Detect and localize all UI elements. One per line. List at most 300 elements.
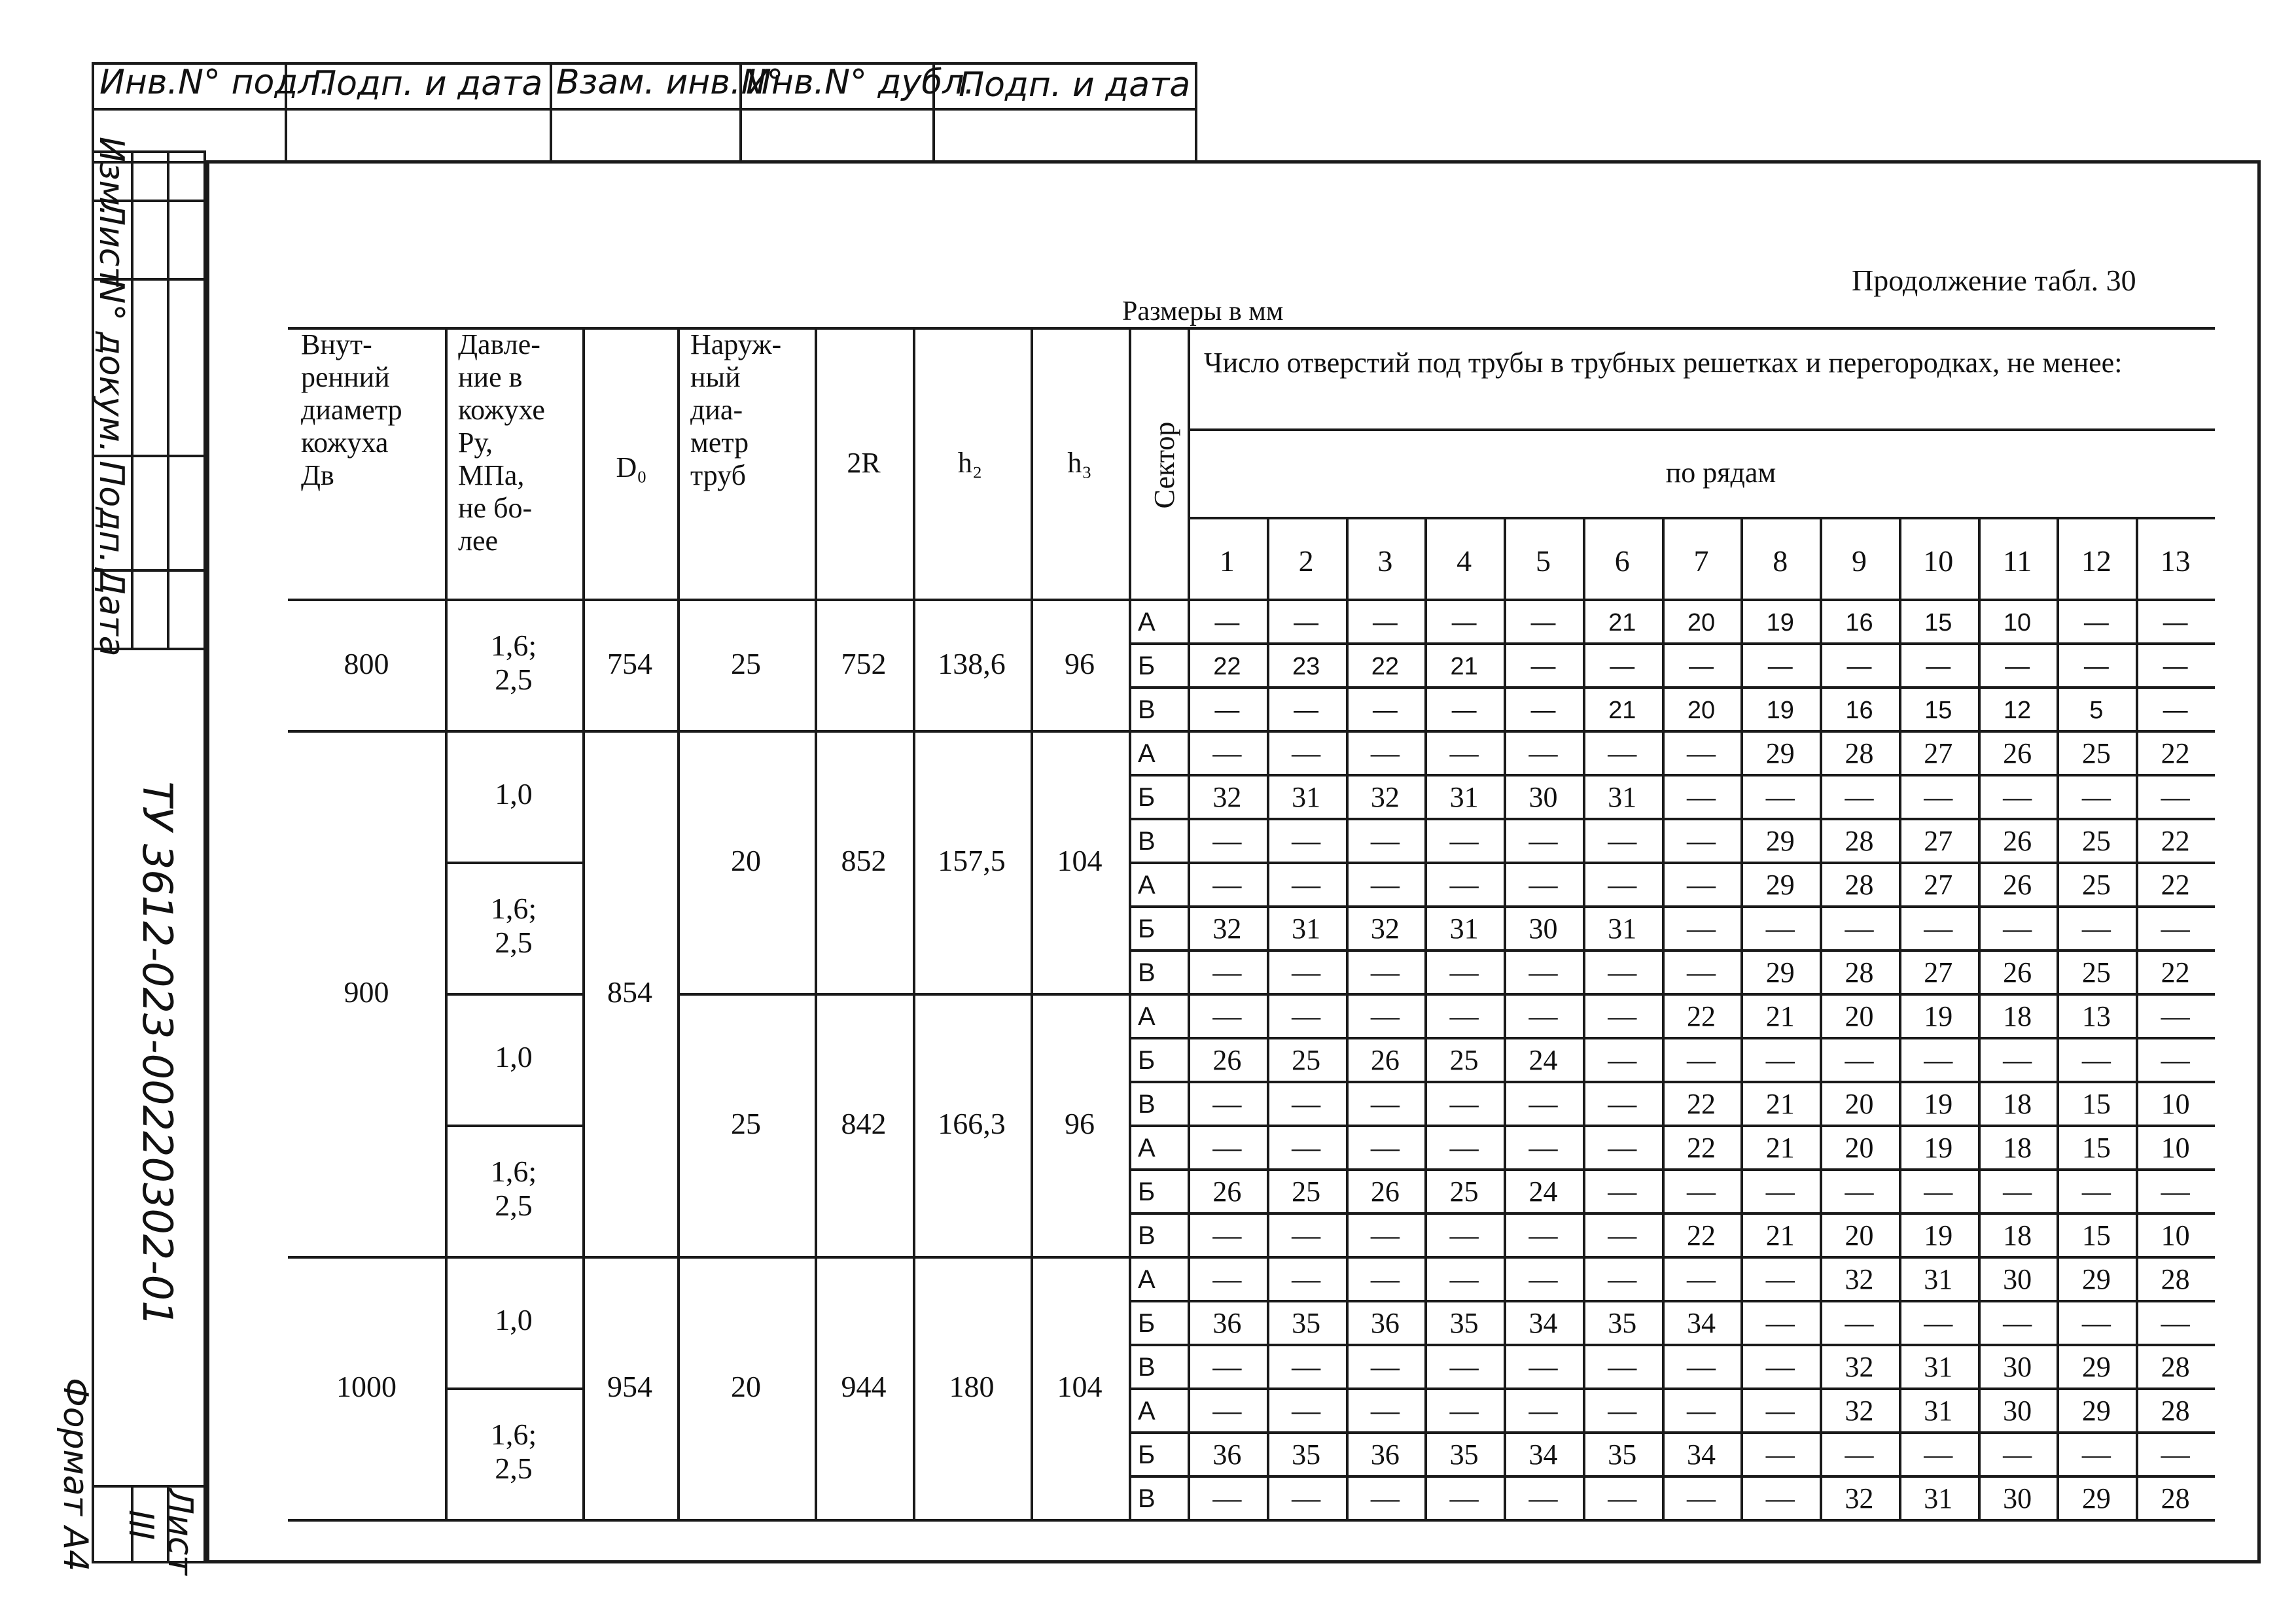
hole-count-cell: — — [1449, 1219, 1479, 1251]
hole-count-cell: 24 — [1528, 1176, 1558, 1208]
row-number-header: 10 — [1923, 544, 1954, 578]
header-h3: h₃ — [1067, 447, 1092, 479]
hole-count-cell: — — [1608, 1176, 1637, 1208]
header-sector: Сектор — [1148, 421, 1180, 509]
table-rule — [1129, 1081, 2215, 1083]
hole-count-cell: 22 — [2161, 956, 2190, 988]
stamp-podp: Подп. — [92, 461, 131, 564]
hole-count-cell: — — [1370, 1263, 1400, 1295]
hole-count-cell: 22 — [1686, 1088, 1716, 1120]
hole-count-cell: 29 — [2081, 1482, 2111, 1514]
hole-count-cell: 20 — [1687, 609, 1716, 637]
hole-count-cell: — — [1530, 653, 1556, 680]
hole-count-cell: 25 — [1292, 1176, 1321, 1208]
hole-count-cell: 24 — [1528, 1044, 1558, 1076]
row-number-header: 2 — [1298, 544, 1314, 578]
sector-label: А — [1138, 1002, 1156, 1031]
sheet-label: Лист — [160, 1489, 200, 1575]
row-number-header: 11 — [2002, 544, 2032, 578]
stamp-n-dokum: N° докум. — [92, 278, 131, 453]
pressure-value: 2,5 — [495, 662, 533, 696]
table-rule — [677, 993, 1129, 996]
hole-count-cell: — — [1294, 609, 1319, 637]
hole-count-cell: — — [2003, 781, 2032, 813]
pressure-value: 1,6; — [490, 891, 537, 925]
hole-count-cell: — — [1370, 1395, 1400, 1427]
hole-count-cell: — — [1686, 781, 1716, 813]
hole-count-cell: — — [1608, 1044, 1637, 1076]
table-rule — [1031, 327, 1033, 1519]
hole-count-cell: — — [2161, 1439, 2190, 1471]
hole-count-cell: 35 — [1292, 1307, 1321, 1339]
table-rule — [1129, 1344, 2215, 1346]
hole-count-cell: 18 — [2003, 1088, 2032, 1120]
hole-count-cell: 20 — [1845, 1132, 1874, 1164]
hole-count-cell: — — [1924, 1307, 1953, 1339]
hole-count-cell: — — [1528, 1482, 1558, 1514]
row-number-header: 6 — [1614, 544, 1630, 578]
hole-count-cell: 21 — [1765, 1219, 1795, 1251]
table-rule — [1188, 428, 2215, 431]
stamp-vzam-inv: Взам. инв.N° — [556, 63, 784, 102]
hole-count-cell: — — [1528, 825, 1558, 857]
hole-count-cell: 22 — [2161, 869, 2190, 901]
hole-count-cell: — — [1686, 1044, 1716, 1076]
table-top-rule — [288, 327, 2215, 330]
sheet-number: III — [121, 1509, 160, 1540]
table-rule — [677, 327, 680, 1519]
table-rule — [1129, 1256, 2215, 1259]
hole-count-cell: — — [1292, 956, 1321, 988]
hole-count-cell: — — [1765, 1395, 1795, 1427]
hole-count-cell: — — [1528, 1219, 1558, 1251]
pressure-value: 1,6; — [490, 1417, 537, 1451]
table-rule — [1188, 517, 2215, 519]
table-rule — [1129, 905, 2215, 908]
hole-count-cell: — — [1370, 1219, 1400, 1251]
hole-count-cell: — — [1449, 1395, 1479, 1427]
sector-label: Б — [1138, 1309, 1156, 1338]
sector-label: Б — [1138, 1178, 1156, 1206]
table-rule — [1129, 818, 2215, 820]
hole-count-cell: — — [1370, 1088, 1400, 1120]
h2-value: 166,3 — [938, 1107, 1006, 1140]
hole-count-cell: 26 — [2003, 956, 2032, 988]
header-by-rows: по рядам — [1665, 457, 1776, 489]
pressure-value: 2,5 — [495, 1188, 533, 1222]
hole-count-cell: 16 — [1845, 697, 1873, 724]
row-number-header: 1 — [1219, 544, 1235, 578]
hole-count-cell: 29 — [2081, 1351, 2111, 1383]
hole-count-cell: — — [1370, 1482, 1400, 1514]
hole-count-cell: 25 — [2081, 956, 2111, 988]
hole-count-cell: 13 — [2081, 1000, 2111, 1032]
hole-count-cell: — — [1370, 1351, 1400, 1383]
sector-label: Б — [1138, 783, 1156, 812]
d0-value: 954 — [607, 1370, 652, 1403]
table-rule — [1129, 642, 2215, 645]
hole-count-cell: 21 — [1608, 697, 1636, 724]
pressure-value: 1,0 — [495, 1302, 533, 1336]
hole-count-cell: 18 — [2003, 1132, 2032, 1164]
hole-count-cell: 21 — [1765, 1132, 1795, 1164]
stamp-podp-data-1: Подп. и дата — [311, 64, 543, 103]
hole-count-cell: 22 — [1213, 653, 1241, 680]
continuation-title: Продолжение табл. 30 — [1852, 264, 2136, 297]
table-rule — [445, 993, 582, 996]
hole-count-cell: — — [1449, 1000, 1479, 1032]
table-rule — [1129, 730, 2215, 733]
2r-value: 852 — [841, 844, 887, 877]
hole-count-cell: — — [1846, 653, 1872, 680]
hole-count-cell: — — [1212, 1263, 1242, 1295]
hole-count-cell: — — [1686, 1176, 1716, 1208]
stamp-data: Дата — [92, 568, 131, 657]
hole-count-cell: 29 — [1765, 737, 1795, 769]
hole-count-cell: 27 — [1924, 956, 1953, 988]
pressure-value: 2,5 — [495, 1451, 533, 1485]
pressure-value: 1,6; — [490, 628, 537, 662]
sector-label: А — [1138, 1397, 1156, 1425]
hole-count-cell: — — [1608, 1000, 1637, 1032]
hole-count-cell: 22 — [2161, 825, 2190, 857]
hole-count-cell: — — [2081, 1176, 2111, 1208]
hole-count-cell: — — [1608, 737, 1637, 769]
row-number-header: 12 — [2081, 544, 2111, 578]
hole-count-cell: — — [1765, 1263, 1795, 1295]
sector-label: Б — [1138, 1046, 1156, 1075]
hole-count-cell: — — [1845, 781, 1874, 813]
hole-count-cell: 29 — [2081, 1263, 2111, 1295]
hole-count-cell: 32 — [1845, 1395, 1874, 1427]
pressure-value: 2,5 — [495, 925, 533, 959]
table-rule — [445, 862, 582, 864]
hole-count-cell: — — [1765, 781, 1795, 813]
table-rule — [1129, 993, 2215, 996]
hole-count-cell: — — [1370, 825, 1400, 857]
hole-count-cell: 31 — [1924, 1351, 1953, 1383]
hole-count-cell: 10 — [2161, 1088, 2190, 1120]
h3-value: 104 — [1057, 844, 1103, 877]
hole-count-cell: — — [1370, 1132, 1400, 1164]
header-outer-diameter: Наруж- ный диа- метр труб — [690, 328, 782, 491]
stamp-podp-data-2: Подп. и дата — [959, 65, 1191, 105]
hole-count-cell: — — [1292, 1000, 1321, 1032]
hole-count-cell: — — [2083, 609, 2109, 637]
hole-count-cell: 32 — [1212, 913, 1242, 945]
sector-label: А — [1138, 871, 1156, 899]
row-number-header: 7 — [1693, 544, 1709, 578]
hole-count-cell: — — [1528, 869, 1558, 901]
hole-count-cell: — — [1845, 1439, 1874, 1471]
hole-count-cell: — — [1686, 737, 1716, 769]
hole-count-cell: — — [1765, 1439, 1795, 1471]
hole-count-cell: 35 — [1292, 1439, 1321, 1471]
hole-count-cell: — — [1608, 1395, 1637, 1427]
h2-value: 138,6 — [938, 646, 1006, 680]
hole-count-cell: — — [1530, 697, 1556, 724]
hole-count-cell: — — [2083, 653, 2109, 680]
hole-count-cell: 32 — [1845, 1263, 1874, 1295]
row-number-header: 4 — [1457, 544, 1472, 578]
hole-count-cell: — — [1449, 1351, 1479, 1383]
hole-count-cell: 21 — [1765, 1088, 1795, 1120]
hole-count-cell: — — [1449, 956, 1479, 988]
hole-count-cell: 19 — [1924, 1088, 1953, 1120]
hole-count-cell: — — [1212, 1219, 1242, 1251]
sector-label: В — [1138, 1090, 1156, 1119]
hole-count-cell: 18 — [2003, 1000, 2032, 1032]
hole-count-cell: 32 — [1212, 781, 1242, 813]
hole-count-cell: — — [1451, 609, 1477, 637]
hole-count-cell: 26 — [1212, 1176, 1242, 1208]
hole-count-cell: — — [1212, 1132, 1242, 1164]
hole-count-cell: — — [1686, 956, 1716, 988]
hole-count-cell: — — [2081, 1044, 2111, 1076]
hole-count-cell: 32 — [1845, 1351, 1874, 1383]
hole-count-cell: — — [1686, 1482, 1716, 1514]
hole-count-cell: — — [2003, 1307, 2032, 1339]
group-bottom-rule — [288, 1256, 1129, 1259]
table-rule — [1129, 949, 2215, 952]
hole-count-cell: — — [1765, 1351, 1795, 1383]
hole-count-cell: — — [1528, 1132, 1558, 1164]
hole-count-cell: 28 — [2161, 1351, 2190, 1383]
sector-label: В — [1138, 1353, 1156, 1382]
hole-count-cell: 20 — [1845, 1000, 1874, 1032]
hole-count-cell: — — [2081, 1439, 2111, 1471]
hole-count-cell: — — [1528, 1000, 1558, 1032]
hole-count-cell: — — [2161, 781, 2190, 813]
hole-count-cell: 32 — [1370, 781, 1400, 813]
sector-label: А — [1138, 739, 1156, 768]
2r-value: 842 — [841, 1107, 887, 1140]
hole-count-cell: — — [1449, 1482, 1479, 1514]
sector-label: А — [1138, 1134, 1156, 1162]
table-rule — [445, 1125, 582, 1127]
hole-count-cell: — — [1449, 1132, 1479, 1164]
table-rule — [913, 327, 915, 1519]
header-d0: D₀ — [616, 451, 647, 483]
hole-count-cell: — — [1370, 1000, 1400, 1032]
hole-count-cell: — — [1608, 1351, 1637, 1383]
hole-count-cell: — — [1926, 653, 1951, 680]
hole-count-cell: 18 — [2003, 1219, 2032, 1251]
hole-count-cell: — — [1765, 1044, 1795, 1076]
hole-count-cell: — — [1212, 1395, 1242, 1427]
hole-count-cell: 27 — [1924, 825, 1953, 857]
hole-count-cell: — — [1372, 609, 1398, 637]
hole-count-cell: — — [1449, 869, 1479, 901]
hole-count-cell: 25 — [2081, 825, 2111, 857]
outer-diameter-value: 20 — [731, 844, 761, 877]
sector-label: А — [1138, 1265, 1156, 1294]
hole-count-cell: 34 — [1686, 1439, 1716, 1471]
hole-count-cell: 30 — [2003, 1395, 2032, 1427]
hole-count-cell: — — [1212, 737, 1242, 769]
sector-label: В — [1138, 1484, 1156, 1513]
hole-count-cell: 28 — [1845, 956, 1874, 988]
inner-diameter-value: 1000 — [336, 1370, 397, 1403]
inner-diameter-value: 800 — [344, 646, 389, 680]
hole-count-cell: — — [1212, 1351, 1242, 1383]
hole-count-cell: — — [2003, 913, 2032, 945]
hole-count-cell: — — [2081, 913, 2111, 945]
hole-count-cell: 30 — [2003, 1263, 2032, 1295]
hole-count-cell: 22 — [1686, 1132, 1716, 1164]
hole-count-cell: — — [1449, 1088, 1479, 1120]
2r-value: 944 — [841, 1370, 887, 1403]
hole-count-cell: — — [1686, 913, 1716, 945]
h3-value: 96 — [1065, 646, 1095, 680]
hole-count-cell: 25 — [2081, 869, 2111, 901]
hole-count-cell: — — [2161, 1044, 2190, 1076]
hole-count-cell: — — [1528, 1351, 1558, 1383]
table-rule — [1129, 1387, 2215, 1390]
hole-count-cell: 28 — [2161, 1482, 2190, 1514]
hole-count-cell: — — [1608, 956, 1637, 988]
hole-count-cell: — — [1449, 737, 1479, 769]
outer-diameter-value: 20 — [731, 1370, 761, 1403]
hole-count-cell: — — [1292, 825, 1321, 857]
hole-count-cell: — — [2081, 1307, 2111, 1339]
hole-count-cell: 31 — [1608, 913, 1637, 945]
hole-count-cell: — — [1924, 1044, 1953, 1076]
group-bottom-rule — [288, 730, 1129, 733]
header-h2: h₂ — [957, 447, 983, 479]
hole-count-cell: — — [2161, 1176, 2190, 1208]
table-rule — [1129, 1125, 2215, 1127]
hole-count-cell: — — [1212, 869, 1242, 901]
hole-count-cell: — — [2161, 913, 2190, 945]
hole-count-cell: — — [1924, 913, 1953, 945]
hole-count-cell: 36 — [1212, 1307, 1242, 1339]
hole-count-cell: — — [1212, 825, 1242, 857]
hole-count-cell: 27 — [1924, 869, 1953, 901]
hole-count-cell: — — [1528, 1088, 1558, 1120]
hole-count-cell: — — [1528, 737, 1558, 769]
hole-count-cell: — — [1214, 697, 1240, 724]
hole-count-cell: 26 — [1212, 1044, 1242, 1076]
hole-count-cell: 19 — [1924, 1219, 1953, 1251]
hole-count-cell: — — [1608, 1132, 1637, 1164]
hole-count-cell: — — [1449, 825, 1479, 857]
hole-count-cell: — — [1212, 1088, 1242, 1120]
hole-count-cell: 35 — [1449, 1307, 1479, 1339]
hole-count-cell: — — [1214, 609, 1240, 637]
hole-count-cell: 26 — [1370, 1044, 1400, 1076]
hole-count-cell: 25 — [1449, 1044, 1479, 1076]
group-bottom-rule — [288, 1519, 1129, 1522]
document-code: ТУ 3612-023-00220302-01 — [133, 781, 181, 1327]
sector-label: Б — [1138, 915, 1156, 943]
hole-count-cell: 29 — [2081, 1395, 2111, 1427]
sector-label: В — [1138, 827, 1156, 856]
hole-count-cell: — — [2003, 1176, 2032, 1208]
hole-count-cell: 28 — [2161, 1395, 2190, 1427]
hole-count-cell: 22 — [2161, 737, 2190, 769]
hole-count-cell: 36 — [1370, 1439, 1400, 1471]
header-holes: Число отверстий под трубы в трубных решетках и перегородках, не менее: — [1204, 347, 2123, 379]
h2-value: 157,5 — [938, 844, 1006, 877]
hole-count-cell: — — [1292, 1263, 1321, 1295]
hole-count-cell: 31 — [1449, 781, 1479, 813]
format-label: Формат А4 — [56, 1378, 95, 1572]
hole-count-cell: 31 — [1924, 1263, 1953, 1295]
hole-count-cell: 34 — [1528, 1307, 1558, 1339]
hole-count-cell: 28 — [1845, 869, 1874, 901]
hole-count-cell: — — [1292, 1219, 1321, 1251]
hole-count-cell: 15 — [1924, 609, 1952, 637]
hole-count-cell: — — [1765, 913, 1795, 945]
hole-count-cell: — — [1294, 697, 1319, 724]
hole-count-cell: — — [1530, 609, 1556, 637]
hole-count-cell: — — [1924, 781, 1953, 813]
hole-count-cell: — — [1686, 1351, 1716, 1383]
stamp-izm: Изм. — [92, 137, 131, 217]
hole-count-cell: 15 — [2081, 1088, 2111, 1120]
sector-label: Б — [1138, 1440, 1156, 1469]
hole-count-cell: — — [2161, 1000, 2190, 1032]
hole-count-cell: — — [2163, 653, 2188, 680]
pressure-value: 1,0 — [495, 1039, 533, 1073]
outer-diameter-value: 25 — [731, 646, 761, 680]
row-number-header: 13 — [2160, 544, 2191, 578]
hole-count-cell: — — [1845, 913, 1874, 945]
hole-count-cell: 25 — [1292, 1044, 1321, 1076]
hole-count-cell: — — [1372, 697, 1398, 724]
hole-count-cell: 15 — [1924, 697, 1952, 724]
sector-label: В — [1138, 695, 1156, 724]
hole-count-cell: — — [1528, 1263, 1558, 1295]
hole-count-cell: 34 — [1528, 1439, 1558, 1471]
hole-count-cell: 20 — [1845, 1088, 1874, 1120]
row-number-header: 9 — [1852, 544, 1867, 578]
sector-label: Б — [1138, 652, 1156, 680]
hole-count-cell: — — [1292, 1482, 1321, 1514]
stamp-inv-dubl: Инв.N° дубл. — [746, 63, 976, 102]
hole-count-cell: — — [1924, 1439, 1953, 1471]
header-2r: 2R — [847, 447, 881, 479]
hole-count-cell: — — [1686, 1263, 1716, 1295]
stamp-inv-podl: Инв.N° подл. — [99, 63, 331, 102]
hole-count-cell: 19 — [1924, 1000, 1953, 1032]
h3-value: 104 — [1057, 1370, 1103, 1403]
hole-count-cell: 35 — [1608, 1307, 1637, 1339]
table-rule — [815, 327, 817, 1519]
hole-count-cell: — — [1845, 1307, 1874, 1339]
hole-count-cell: 36 — [1212, 1439, 1242, 1471]
row-number-header: 8 — [1773, 544, 1788, 578]
hole-count-cell: — — [2163, 609, 2188, 637]
hole-count-cell: — — [1292, 1351, 1321, 1383]
hole-count-cell: 26 — [2003, 737, 2032, 769]
header-inner-diameter: Внут- ренний диаметр кожуха Дв — [301, 328, 402, 491]
hole-count-cell: 30 — [1528, 781, 1558, 813]
hole-count-cell: 5 — [2089, 697, 2104, 724]
hole-count-cell: — — [1608, 869, 1637, 901]
2r-value: 752 — [841, 646, 887, 680]
hole-count-cell: — — [1370, 737, 1400, 769]
hole-count-cell: — — [1765, 1176, 1795, 1208]
hole-count-cell: 31 — [1449, 913, 1479, 945]
hole-count-cell: — — [1292, 737, 1321, 769]
hole-count-cell: 20 — [1687, 697, 1716, 724]
hole-count-cell: 10 — [2003, 609, 2032, 637]
hole-count-cell: 21 — [1608, 609, 1636, 637]
hole-count-cell: 31 — [1292, 781, 1321, 813]
d0-value: 854 — [607, 975, 652, 1009]
